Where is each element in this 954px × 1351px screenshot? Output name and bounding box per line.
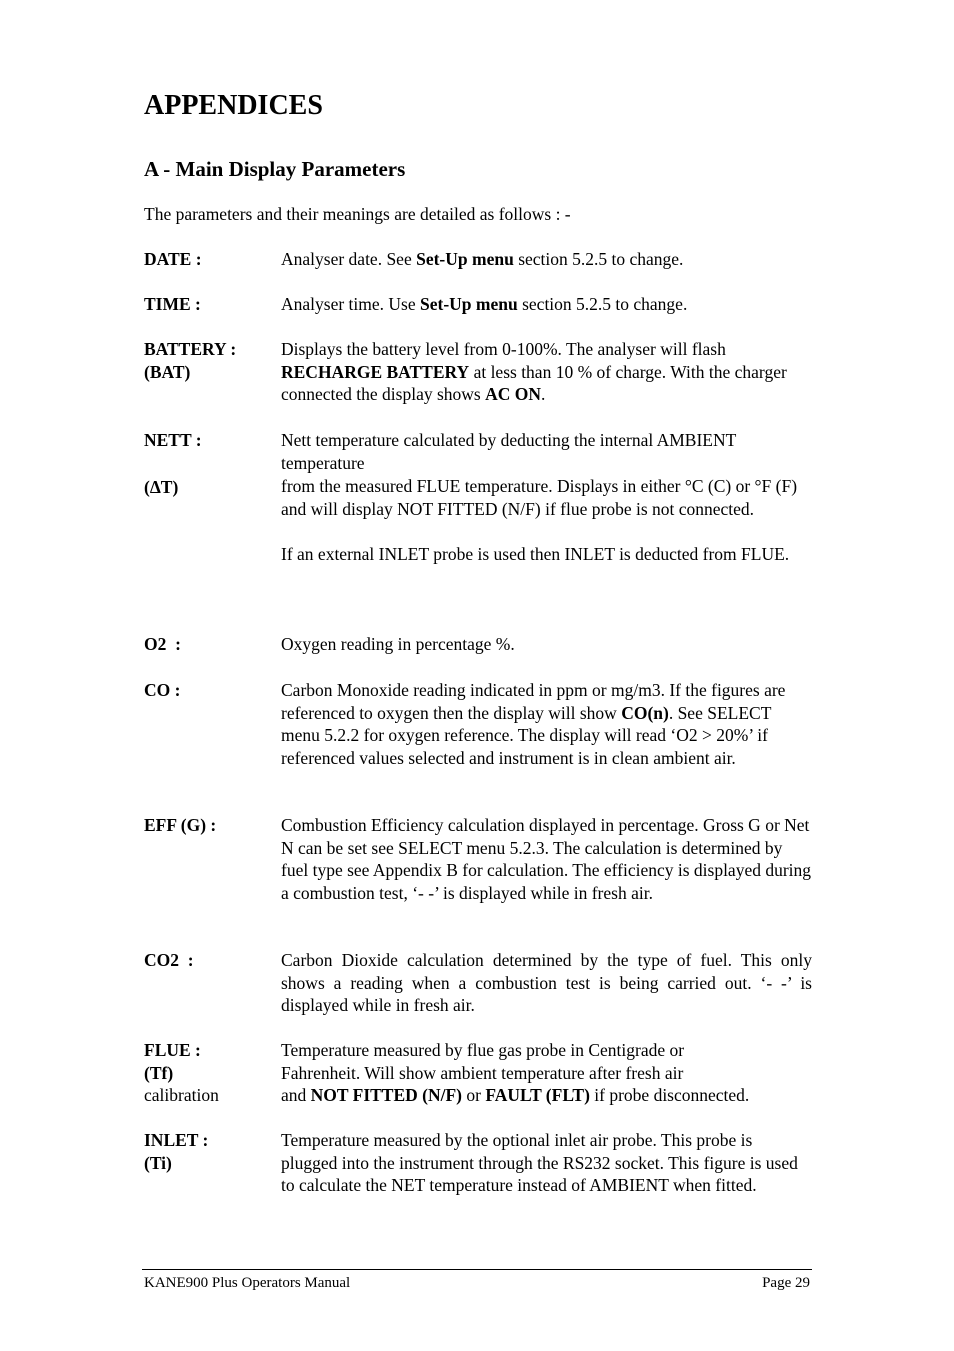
desc-co	[281, 679, 812, 769]
desc-nett	[281, 429, 812, 565]
term-co2	[144, 949, 274, 972]
page-title: APPENDICES	[144, 90, 323, 121]
term-co-label: CO :	[144, 680, 181, 700]
term-flue-label: FLUE :	[144, 1040, 201, 1060]
desc-eff-text: Combustion Efficiency calculation displayed in percentage. Gross G or Net N can be set see SELECT menu 5.2.3. The calculation is determined by fuel type see Appendix B for calculation. The efficiency is displayed during a combustion test, ‘- -’ is displayed while in fresh air.	[281, 815, 812, 903]
term-flue-abbr: (Tf)	[144, 1062, 174, 1083]
term-nett-abbr: (ΔT)	[144, 477, 179, 497]
desc-flue	[281, 1039, 812, 1107]
desc-inlet-text: Temperature measured by the optional inlet air probe. This probe is plugged into the instrument through the RS232 socket. This figure is used to calculate the NET temperature instead of AMBIENT when fitted.	[281, 1130, 798, 1195]
desc-nett-line2: from the measured FLUE temperature. Displays in either °C (C) or °F (F) and will display NOT FITTED (N/F) if flue probe is not connected.	[281, 476, 798, 519]
term-nett-abbr-wrap	[144, 476, 274, 499]
term-co2-label: CO2 :	[144, 950, 194, 970]
desc-o2	[281, 633, 812, 656]
term-co	[144, 679, 274, 702]
desc-co2-text: Carbon Dioxide calculation determined by the type of fuel. This only shows a reading when a combustion test is being carried out. ‘- -’ is displayed while in fresh air.	[281, 950, 812, 1015]
term-inlet	[144, 1129, 274, 1174]
footer-manual-title: KANE900 Plus Operators Manual	[144, 1275, 351, 1291]
desc-eff	[281, 814, 812, 904]
desc-o2-text: Oxygen reading in percentage %.	[281, 634, 515, 654]
term-battery-abbr: (BAT)	[144, 361, 191, 382]
footer-page-number: Page 29	[762, 1275, 810, 1291]
desc-date	[281, 248, 812, 271]
term-time	[144, 293, 274, 316]
term-inlet-abbr: (Ti)	[144, 1152, 172, 1173]
section-heading: A - Main Display Parameters	[144, 157, 406, 181]
desc-flue-line3: and NOT FITTED (N/F) or FAULT (FLT) if probe disconnected.	[281, 1085, 750, 1105]
term-flue-note: calibration	[144, 1085, 219, 1105]
term-o2	[144, 633, 274, 656]
desc-co2	[281, 949, 812, 1017]
term-time-label: TIME :	[144, 294, 201, 314]
term-date-label: DATE :	[144, 249, 202, 269]
term-flue	[144, 1039, 274, 1107]
term-eff-label: EFF (G) :	[144, 815, 217, 835]
term-o2-label: O2 :	[144, 634, 181, 654]
desc-nett-line1: Nett temperature calculated by deducting the internal AMBIENT temperature	[281, 430, 737, 473]
desc-time-text: Analyser time. Use Set-Up menu section 5.2.5 to change.	[281, 294, 688, 314]
term-eff	[144, 814, 274, 837]
desc-date-text: Analyser date. See Set-Up menu section 5.2.5 to change.	[281, 249, 684, 269]
desc-flue-line1: Temperature measured by flue gas probe in Centigrade or	[281, 1040, 685, 1060]
intro-text: The parameters and their meanings are detailed as follows : -	[144, 204, 571, 224]
desc-flue-line2: Fahrenheit. Will show ambient temperature after fresh air	[281, 1062, 684, 1083]
desc-inlet	[281, 1129, 812, 1197]
term-date	[144, 248, 274, 271]
term-inlet-label: INLET :	[144, 1130, 209, 1150]
term-nett	[144, 429, 274, 452]
desc-time	[281, 293, 812, 316]
term-battery	[144, 338, 274, 383]
desc-co-text: Carbon Monoxide reading indicated in ppm or mg/m3. If the figures are referenced to oxygen then the display will show CO(n). See SELECT menu 5.2.2 for oxygen reference. The display will read ‘O2 > 20%’ if referenced values selected and instrument is in clean ambient air.	[281, 680, 786, 768]
footer-rule	[142, 1269, 812, 1270]
desc-battery-text: Displays the battery level from 0-100%. The analyser will flash RECHARGE BATTERY at less than 10 % of charge. With the charger connected the display shows AC ON.	[281, 339, 787, 404]
desc-nett-line3: If an external INLET probe is used then INLET is deducted from FLUE.	[281, 543, 790, 564]
desc-battery	[281, 338, 812, 406]
term-battery-label: BATTERY :	[144, 339, 237, 359]
term-nett-label: NETT :	[144, 430, 202, 450]
